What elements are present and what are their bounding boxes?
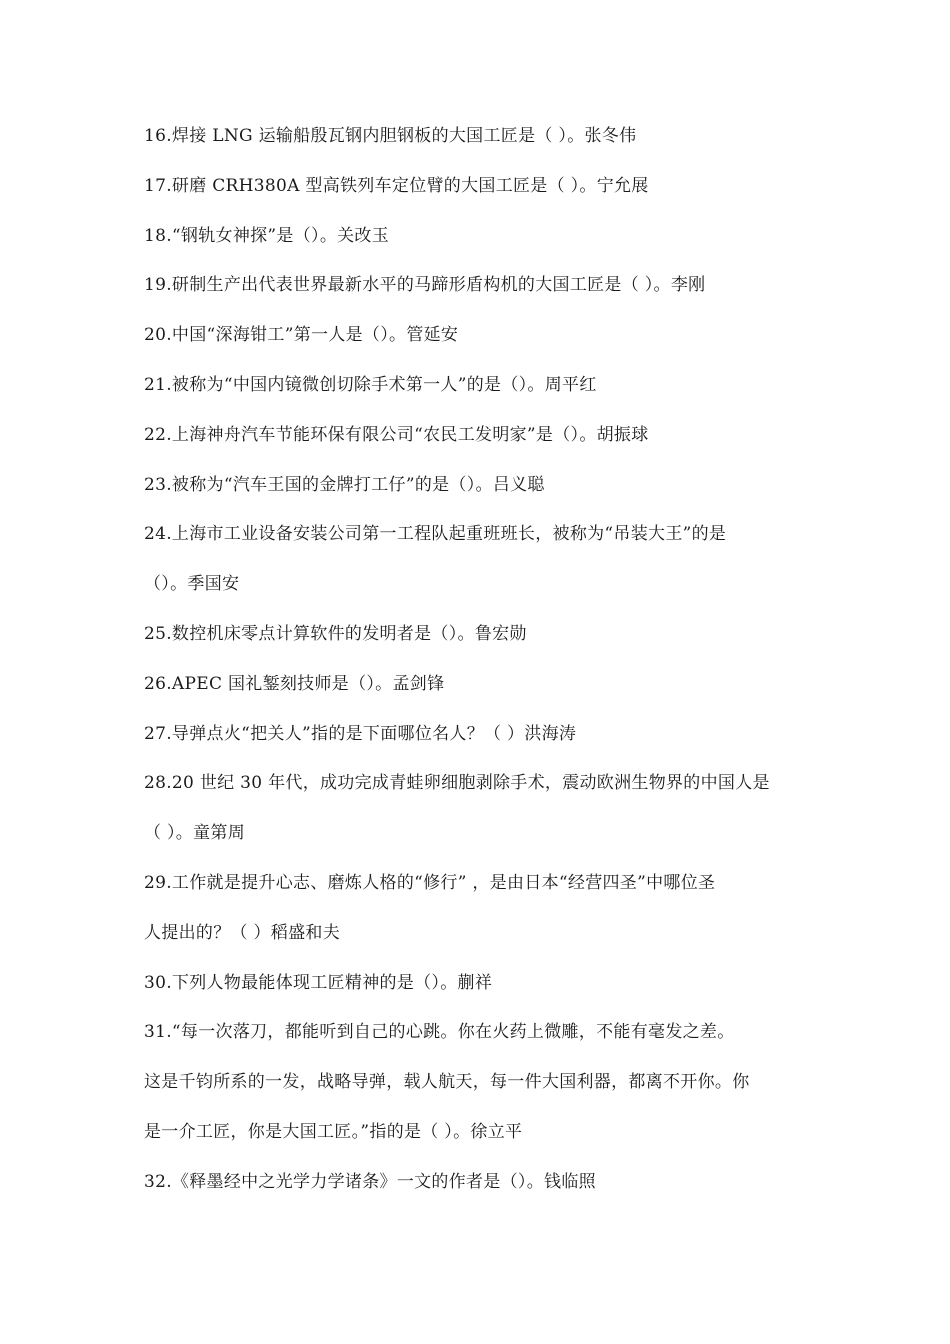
question-line: （）。季国安 xyxy=(144,574,240,595)
question-line: 26.APEC 国礼錾刻技师是（）。孟剑锋 xyxy=(144,673,445,694)
question-line: （ ）。童第周 xyxy=(144,823,246,844)
question-line: 16.焊接 LNG 运输船殷瓦钢内胆钢板的大国工匠是（ ）。张冬伟 xyxy=(144,126,637,146)
question-line: 人提出的？（ ）稻盛和夫 xyxy=(144,922,341,943)
question-line: 18.“钢轨女神探”是（）。关改玉 xyxy=(144,225,390,246)
question-line: 20.中国“深海钳工”第一人是（）。管延安 xyxy=(144,325,459,346)
question-line: 27.导弹点火“把关人”指的是下面哪位名人？（ ）洪海涛 xyxy=(144,723,577,744)
question-line: 22.上海神舟汽车节能环保有限公司“农民工发明家”是（）。胡振球 xyxy=(144,424,649,445)
question-line: 25.数控机床零点计算软件的发明者是（）。鲁宏勋 xyxy=(144,623,527,644)
question-line: 19.研制生产出代表世界最新水平的马蹄形盾构机的大国工匠是（ ）。李刚 xyxy=(144,275,706,296)
question-line: 31.“每一次落刀，都能听到自己的心跳。你在火药上微雕，不能有毫发之差。 xyxy=(144,1022,735,1043)
question-line: 这是千钧所系的一发，战略导弹，载人航天，每一件大国利器，都离不开你。你 xyxy=(144,1072,750,1093)
question-line: 21.被称为“中国内镜微创切除手术第一人”的是（）。周平红 xyxy=(144,374,597,395)
question-line: 24.上海市工业设备安装公司第一工程队起重班班长，被称为“吊装大王”的是 xyxy=(144,524,727,545)
question-line: 30.下列人物最能体现工匠精神的是（）。蒯祥 xyxy=(144,972,493,993)
question-line: 17.研磨 CRH380A 型高铁列车定位臂的大国工匠是（ ）。宁允展 xyxy=(144,175,649,196)
question-line: 29.工作就是提升心志、磨炼人格的“修行” ，是由日本“经营四圣”中哪位圣 xyxy=(144,872,716,893)
question-line: 32.《释墨经中之光学力学诸条》一文的作者是（）。钱临照 xyxy=(144,1171,596,1192)
question-list xyxy=(144,118,814,1214)
question-line: 23.被称为“汽车王国的金牌打工仔”的是（）。吕义聪 xyxy=(144,474,545,495)
question-line: 是一介工匠，你是大国工匠。”指的是（ ）。徐立平 xyxy=(144,1121,523,1142)
question-line: 28.20 世纪 30 年代，成功完成青蛙卵细胞剥除手术，震动欧洲生物界的中国人是 xyxy=(144,773,770,794)
